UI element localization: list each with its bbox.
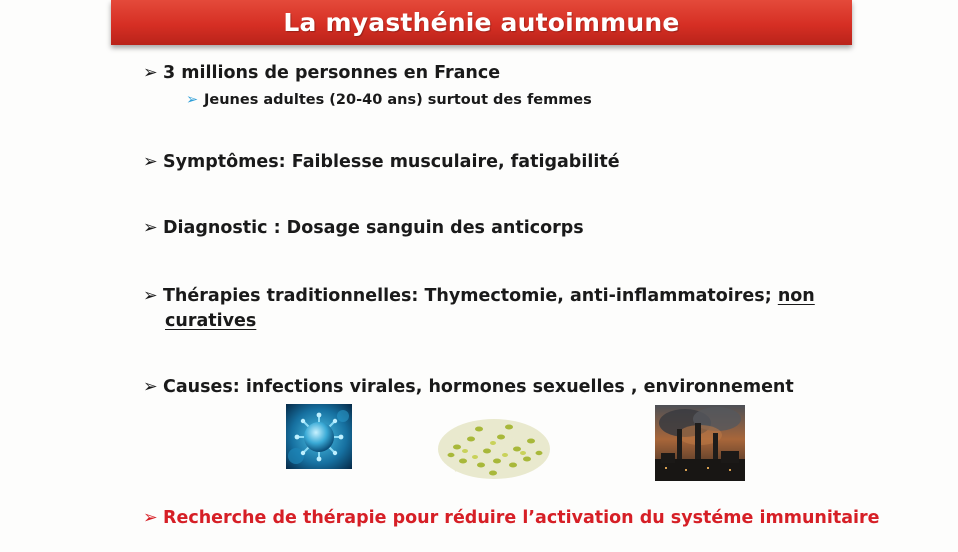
virus-image [286, 404, 352, 469]
sub-bullet-demographics [186, 88, 592, 112]
bullet-diagnostic [143, 216, 584, 240]
bullet-symptoms-text: Symptômes: Faiblesse musculaire, fatigabilité [163, 152, 620, 172]
sub-bullet-demographics-text: Jeunes adultes (20-40 ans) surtout des femmes [204, 92, 592, 108]
factory-pollution-image [655, 405, 745, 481]
bullet-research [143, 506, 880, 530]
arrow-bullet-icon: ➢ [143, 63, 158, 83]
bullet-population [143, 61, 500, 85]
slide-title: La myasthénie autoimmune [283, 8, 680, 37]
arrow-sub-bullet-icon: ➢ [186, 92, 199, 108]
arrow-bullet-icon: ➢ [143, 218, 158, 238]
arrow-bullet-icon: ➢ [143, 286, 158, 306]
bullet-therapies [143, 284, 815, 308]
bullet-research-text: Recherche de thérapie pour réduire l’activation du systéme immunitaire [163, 508, 880, 528]
bullet-therapies-curatives: curatives [165, 311, 257, 331]
sprouts-image [435, 411, 553, 481]
arrow-bullet-icon: ➢ [143, 152, 158, 172]
bullet-causes-text: Causes: infections virales, hormones sexuelles , environnement [163, 377, 794, 397]
bullet-therapies-non: non [777, 286, 815, 306]
bullet-population-text: 3 millions de personnes en France [163, 63, 501, 83]
bullet-therapies-continued [165, 309, 256, 333]
bullet-symptoms [143, 150, 620, 174]
bullet-causes [143, 375, 794, 399]
bullet-therapies-text: Thérapies traditionnelles: Thymectomie, anti-inflammatoires; [163, 286, 778, 306]
arrow-bullet-icon: ➢ [143, 377, 158, 397]
bullet-diagnostic-text: Diagnostic : Dosage sanguin des anticorps [163, 218, 584, 238]
title-bar [111, 0, 852, 45]
arrow-bullet-icon: ➢ [143, 508, 158, 528]
